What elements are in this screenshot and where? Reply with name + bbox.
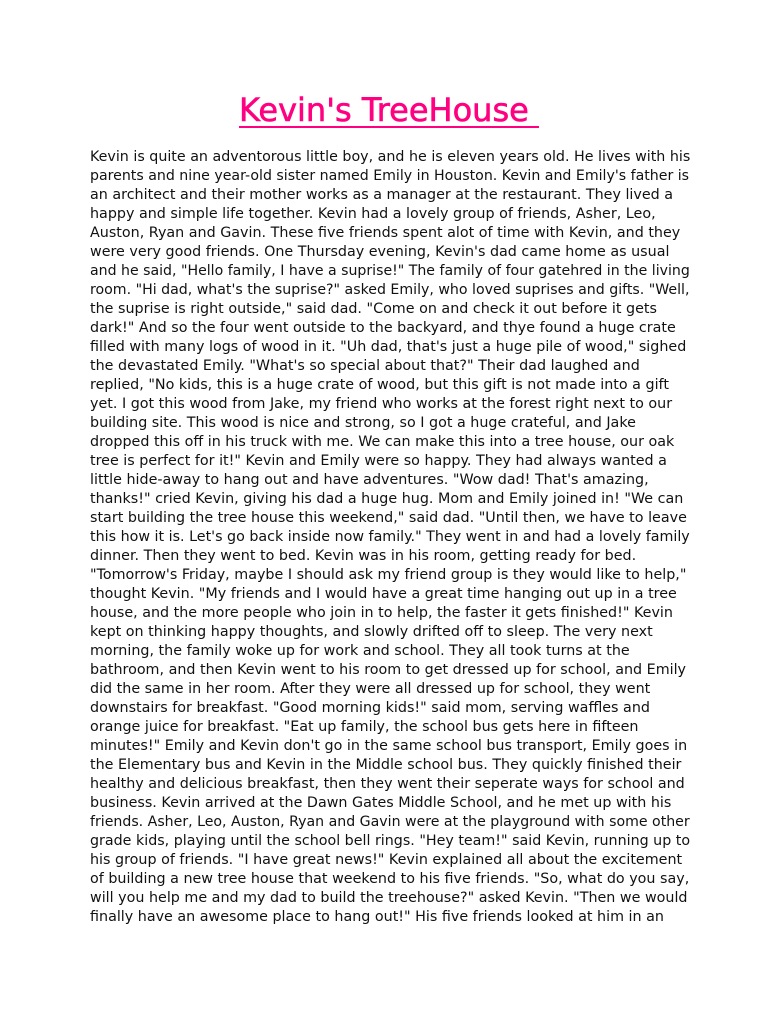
body-line: building site. This wood is nice and strong, so I got a huge crateful, and Jake — [90, 415, 636, 431]
body-line: room. "Hi dad, what's the suprise?" asked Emily, who loved suprises and gifts. "Well, — [90, 282, 690, 298]
body-line: thanks!" cried Kevin, giving his dad a huge hug. Mom and Emily joined in! "We can — [90, 491, 684, 507]
body-line: the devastated Emily. "What's so special about that?" Their dad laughed and — [90, 358, 640, 374]
body-line: dropped this off in his truck with me. We can make this into a tree house, our oak — [90, 434, 675, 450]
body-line: this how it is. Let's go back inside now family." They went in and had a lovely family — [90, 529, 690, 545]
body-line: were very good friends. One Thursday evening, Kevin's dad came home as usual — [90, 244, 670, 260]
body-line: happy and simple life together. Kevin had a lovely group of friends, Asher, Leo, — [90, 206, 656, 222]
body-line: little hide-away to hang out and have adventures. "Wow dad! That's amazing, — [90, 472, 649, 488]
body-line: filled with many logs of wood in it. "Uh dad, that's just a huge pile of wood," sighed — [90, 339, 687, 355]
body-line: thought Kevin. "My friends and I would have a great time hanging out up in a tree — [90, 586, 677, 602]
body-line: orange juice for breakfast. "Eat up family, the school bus gets here in fifteen — [90, 719, 639, 735]
body-line: Kevin is quite an adventorous little boy, and he is eleven years old. He lives with his — [90, 149, 691, 165]
body-line: dinner. Then they went to bed. Kevin was in his room, getting ready for bed. — [90, 548, 637, 564]
body-line: business. Kevin arrived at the Dawn Gates Middle School, and he met up with his — [90, 795, 672, 811]
body-line: his group of friends. "I have great news!" Kevin explained all about the excitement — [90, 852, 683, 868]
document-body — [90, 148, 690, 927]
body-line: Auston, Ryan and Gavin. These five friends spent alot of time with Kevin, and they — [90, 225, 681, 241]
body-line: yet. I got this wood from Jake, my friend who works at the forest right next to our — [90, 396, 673, 412]
body-line: house, and the more people who join in to help, the faster it gets finished!" Kevin — [90, 605, 673, 621]
body-line: healthy and delicious breakfast, then they went their seperate ways for school and — [90, 776, 685, 792]
body-line: and he said, "Hello family, I have a suprise!" The family of four gatehred in the living — [90, 263, 690, 279]
body-line: the Elementary bus and Kevin in the Middle school bus. They quickly finished their — [90, 757, 682, 773]
body-line: minutes!" Emily and Kevin don't go in the same school bus transport, Emily goes in — [90, 738, 688, 754]
body-line: did the same in her room. After they were all dressed up for school, they went — [90, 681, 651, 697]
body-line: downstairs for breakfast. "Good morning kids!" said mom, serving waffles and — [90, 700, 650, 716]
body-line: finally have an awesome place to hang out!" His five friends looked at him in an — [90, 909, 664, 925]
body-line: tree is perfect for it!" Kevin and Emily were so happy. They had always wanted a — [90, 453, 667, 469]
body-line: of building a new tree house that weekend to his five friends. "So, what do you say, — [90, 871, 690, 887]
document-title: Kevin's TreeHouse — [239, 91, 539, 129]
body-line: an architect and their mother works as a manager at the restaurant. They lived a — [90, 187, 674, 203]
body-line: morning, the family woke up for work and school. They all took turns at the — [90, 643, 630, 659]
body-line: dark!" And so the four went outside to the backyard, and thye found a huge crate — [90, 320, 676, 336]
body-line: grade kids, playing until the school bell rings. "Hey team!" said Kevin, running up to — [90, 833, 691, 849]
body-line: "Tomorrow's Friday, maybe I should ask my friend group is they would like to help," — [90, 567, 687, 583]
body-line: replied, "No kids, this is a huge crate of wood, but this gift is not made into a gift — [90, 377, 669, 393]
body-line: bathroom, and then Kevin went to his room to get dressed up for school, and Emily — [90, 662, 687, 678]
body-line: start building the tree house this weekend," said dad. "Until then, we have to leave — [90, 510, 687, 526]
body-line: friends. Asher, Leo, Auston, Ryan and Gavin were at the playground with some other — [90, 814, 690, 830]
body-line: parents and nine year-old sister named Emily in Houston. Kevin and Emily's father is — [90, 168, 690, 184]
body-line: kept on thinking happy thoughts, and slowly drifted off to sleep. The very next — [90, 624, 653, 640]
body-line: will you help me and my dad to build the treehouse?" asked Kevin. "Then we would — [90, 890, 688, 906]
body-line: the suprise is right outside," said dad. "Come on and check it out before it gets — [90, 301, 657, 317]
